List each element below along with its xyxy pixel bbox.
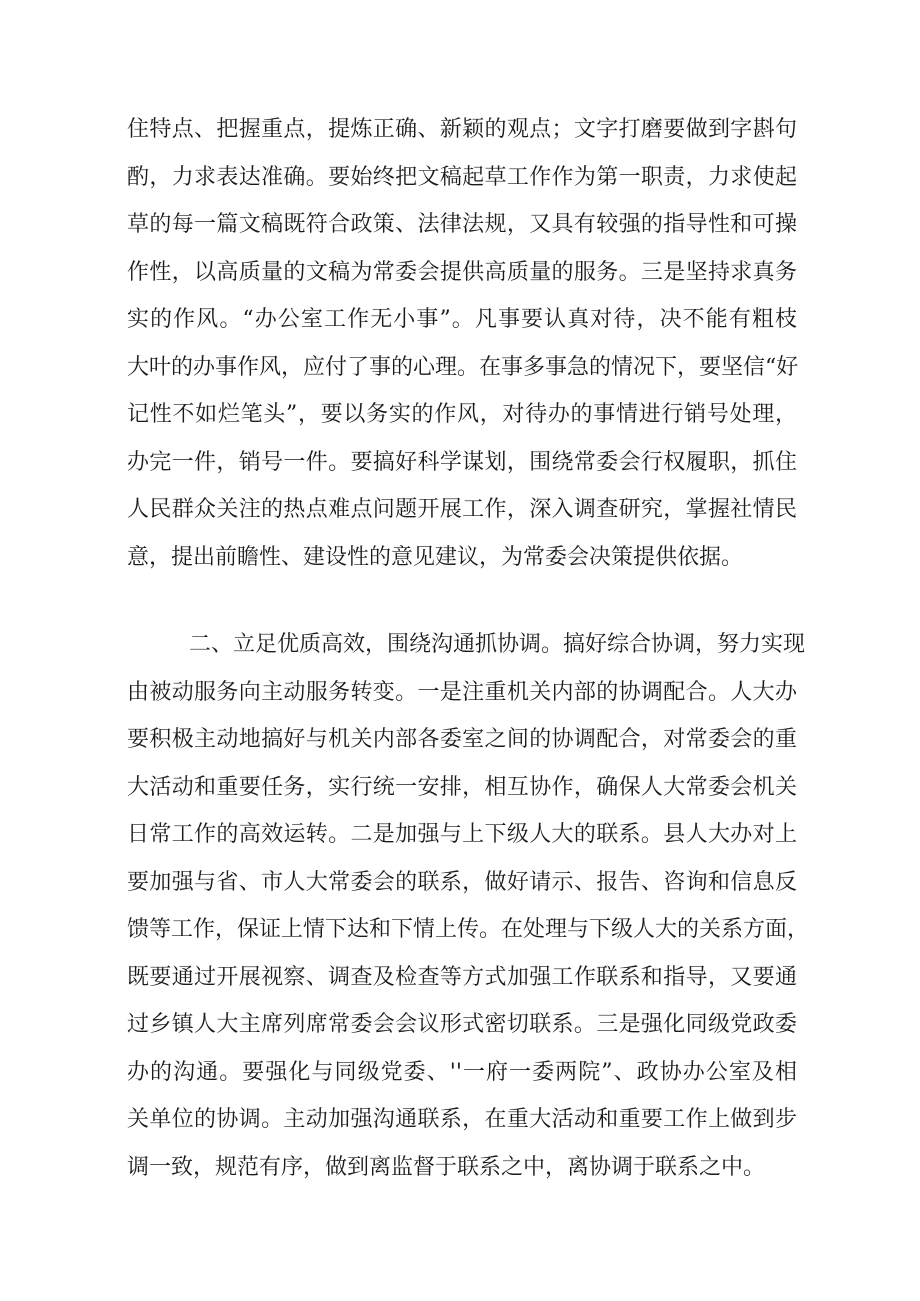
- text-line: 办完一件，销号一件。要搞好科学谋划，围绕常委会行权履职，抓住: [127, 450, 797, 475]
- text-line: 办的沟通。要强化与同级党委、''一府一委两院”、政协办公室及相: [127, 1060, 797, 1085]
- text-line: 日常工作的高效运转。二是加强与上下级人大的联系。县人大办对上: [127, 822, 797, 847]
- text-line: 调一致，规范有序，做到离监督于联系之中，离协调于联系之中。: [127, 1155, 766, 1180]
- text-line: 人民群众关注的热点难点问题开展工作，深入调查研究，掌握社情民: [127, 497, 797, 522]
- text-line: 由被动服务向主动服务转变。一是注重机关内部的协调配合。人大办: [127, 680, 797, 705]
- text-line: 作性，以高质量的文稿为常委会提供高质量的服务。三是坚持求真务: [127, 260, 797, 285]
- text-line: 意，提出前瞻性、建设性的意见建议，为常委会决策提供依据。: [127, 545, 744, 570]
- text-line: 馈等工作，保证上情下达和下情上传。在处理与下级人大的关系方面，: [127, 917, 810, 942]
- text-line: 大叶的办事作风，应付了事的心理。在事多事急的情况下，要坚信“好: [127, 355, 799, 380]
- text-line: 大活动和重要任务，实行统一安排，相互协作，确保人大常委会机关: [127, 775, 797, 800]
- text-line: 二、立足优质高效，围绕沟通抓协调。搞好综合协调，努力实现: [189, 632, 806, 657]
- text-line: 既要通过开展视察、调查及检查等方式加强工作联系和指导，又要通: [127, 965, 797, 990]
- text-line: 记性不如烂笔头”，要以务实的作风，对待办的事情进行销号处理，: [127, 402, 797, 427]
- text-line: 酌，力求表达准确。要始终把文稿起草工作作为第一职责，力求使起: [127, 165, 797, 190]
- text-line: 过乡镇人大主席列席常委会会议形式密切联系。三是强化同级党政委: [127, 1012, 797, 1037]
- text-line: 要加强与省、市人大常委会的联系，做好请示、报告、咨询和信息反: [127, 870, 797, 895]
- text-line: 关单位的协调。主动加强沟通联系，在重大活动和重要工作上做到步: [127, 1107, 797, 1132]
- text-line: 实的作风。“办公室工作无小事”。凡事要认真对待，决不能有粗枝: [127, 307, 797, 332]
- text-line: 草的每一篇文稿既符合政策、法律法规，又具有较强的指导性和可操: [127, 212, 797, 237]
- text-line: 要积极主动地搞好与机关内部各委室之间的协调配合，对常委会的重: [127, 727, 797, 752]
- text-line: 住特点、把握重点，提炼正确、新颖的观点；文字打磨要做到字斟句: [127, 117, 797, 142]
